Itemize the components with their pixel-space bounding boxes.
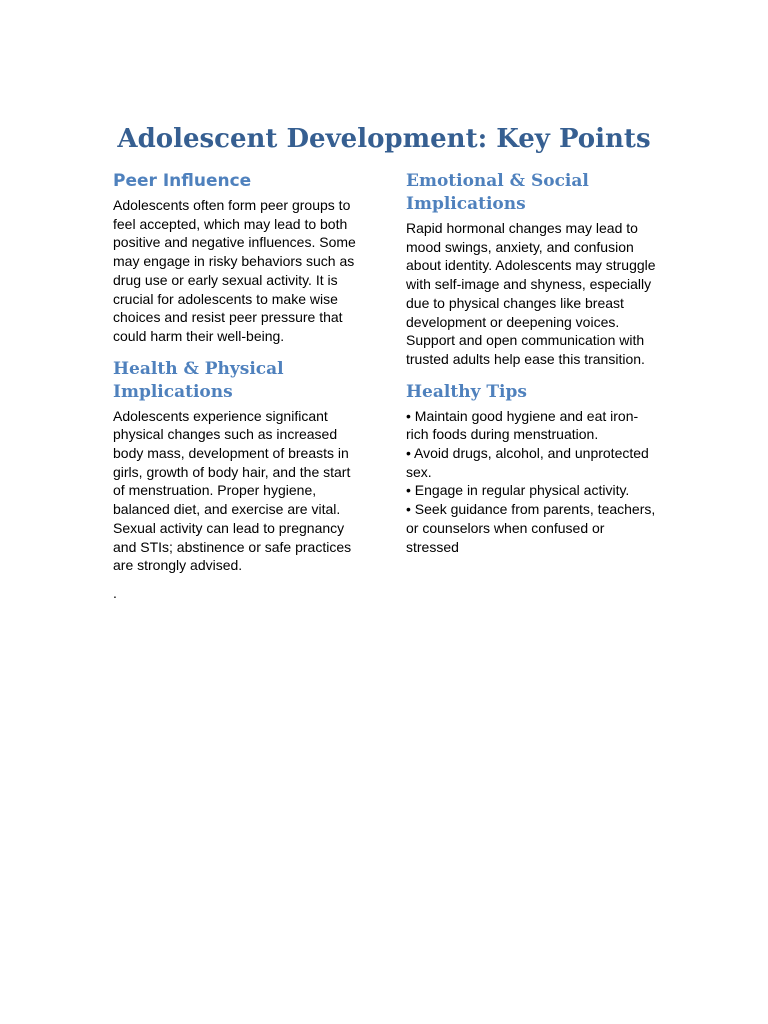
section-health-physical	[113, 358, 363, 575]
section-heading-emotional-social: Emotional & Social Implications	[406, 171, 589, 214]
section-body-health-physical: Adolescents experience significant physical changes such as increased body mass, development of breasts in girls, growth of body hair, and the start of menstruation. Proper hygiene, balanced diet, and exercise are vital. Sexual activity can lead to pregnancy and STIs; abstinence or safe practices are strongly advised.	[113, 407, 352, 574]
list-item: • Avoid drugs, alcohol, and unprotected sex.	[406, 445, 649, 480]
section-body-peer-influence: Adolescents often form peer groups to feel accepted, which may lead to both positive and negative influences. Some may engage in risky behaviors such as drug use or early sexual activity. It is crucial for adolescents to make wise choices and resist peer pressure that could harm their well-being.	[113, 197, 356, 344]
left-column	[113, 170, 363, 587]
healthy-tips-list	[406, 407, 656, 557]
list-item: • Maintain good hygiene and eat iron-rich foods during menstruation.	[406, 407, 639, 443]
section-peer-influence	[113, 170, 363, 346]
section-heading-health-physical: Health & Physical Implications	[113, 358, 284, 402]
section-heading-healthy-tips: Healthy Tips	[406, 381, 527, 402]
section-heading-peer-influence: Peer Influence	[113, 171, 252, 191]
list-item: • Engage in regular physical activity.	[406, 482, 630, 499]
section-healthy-tips	[406, 381, 656, 557]
trailing-period: .	[113, 585, 117, 601]
right-column	[406, 170, 656, 568]
list-item: • Seek guidance from parents, teachers, or counselors when confused or stressed	[406, 501, 656, 555]
document-title: Adolescent Development: Key Points	[117, 124, 651, 154]
section-emotional-social	[406, 170, 656, 369]
section-body-emotional-social: Rapid hormonal changes may lead to mood swings, anxiety, and confusion about identity. Adolescents may struggle with self-image and shyness, especially due to physical changes like breast development or deepening voices. Support and open communication with trusted adults help ease this transition.	[406, 220, 656, 367]
